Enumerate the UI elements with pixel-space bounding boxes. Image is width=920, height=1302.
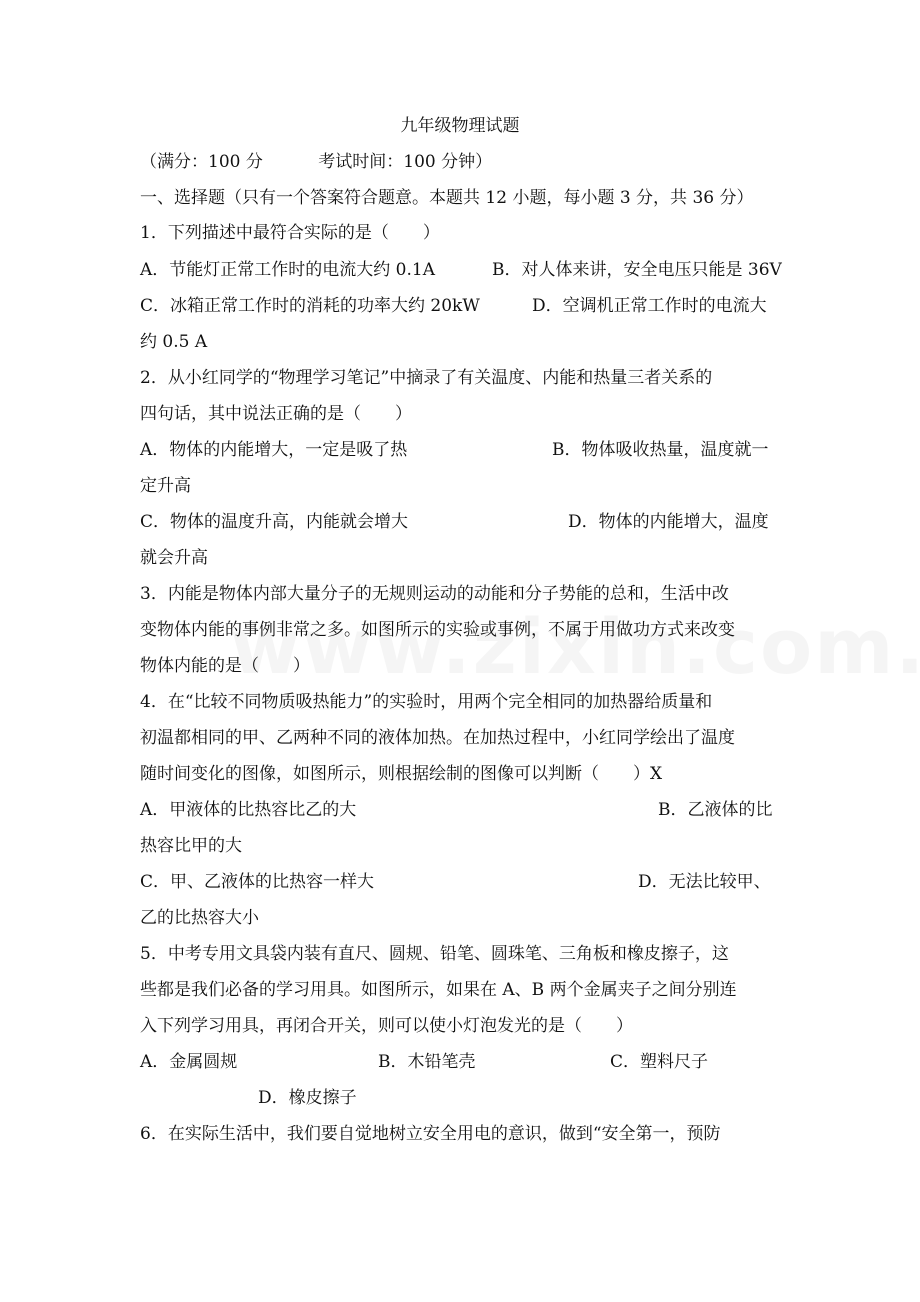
q1-option-c: C．冰箱正常工作时的消耗的功率大约 20kW <box>140 296 480 316</box>
q1-option-d-continued: 约 0.5 A <box>140 332 208 352</box>
watermark <box>230 602 700 691</box>
q2-option-b: B．物体吸收热量，温度就一 <box>552 440 769 460</box>
q1-options-cd <box>140 295 790 317</box>
section-heading: 一、选择题（只有一个答案符合题意。本题共 12 小题，每小题 3 分，共 36 分） <box>140 188 754 208</box>
q5-option-a: A．金属圆规 <box>140 1052 238 1072</box>
q4-option-b: B．乙液体的比 <box>658 800 773 820</box>
q2-option-d-continued: 就会升高 <box>140 548 208 568</box>
q6-stem-line-1: 6．在实际生活中，我们要自觉地树立安全用电的意识，做到“安全第一，预防 <box>140 1124 721 1144</box>
q4-options-cd <box>140 871 790 893</box>
q2-option-b-continued: 定升高 <box>140 476 191 496</box>
q2-option-a: A．物体的内能增大，一定是吸了热 <box>140 440 408 460</box>
q4-option-d: D．无法比较甲、 <box>638 872 771 892</box>
q3-stem-line-3: 物体内能的是（ ） <box>140 656 310 676</box>
q2-option-c: C．物体的温度升高，内能就会增大 <box>140 512 409 532</box>
q5-stem-line-2: 些都是我们必备的学习用具。如图所示，如果在 A、B 两个金属夹子之间分别连 <box>140 980 737 1000</box>
q5-option-d: D．橡皮擦子 <box>258 1088 357 1108</box>
exam-title: 九年级物理试题 <box>400 116 520 136</box>
q1-options-ab <box>140 259 790 281</box>
q2-options-ab <box>140 439 790 461</box>
q3-stem-line-2: 变物体内能的事例非常之多。如图所示的实验或事例，不属于用做功方式来改变 <box>140 620 735 640</box>
q5-stem-line-3: 入下列学习用具，再闭合开关，则可以使小灯泡发光的是（ ） <box>140 1016 633 1036</box>
q2-option-d: D．物体的内能增大，温度 <box>568 512 769 532</box>
exam-meta-line <box>140 151 790 173</box>
q4-stem-line-3: 随时间变化的图像，如图所示，则根据绘制的图像可以判断（ ）X <box>140 764 663 784</box>
q5-option-c: C．塑料尺子 <box>610 1052 709 1072</box>
q4-stem-line-1: 4．在“比较不同物质吸热能力”的实验时，用两个完全相同的加热器给质量和 <box>140 692 713 712</box>
q1-stem: 1．下列描述中最符合实际的是（ ） <box>140 223 440 243</box>
full-score: （满分：100 分 <box>140 152 263 172</box>
q1-option-a: A．节能灯正常工作时的电流大约 0.1A <box>140 260 435 280</box>
q4-options-ab <box>140 799 790 821</box>
q3-stem-line-1: 3．内能是物体内部大量分子的无规则运动的动能和分子势能的总和，生活中改 <box>140 584 729 604</box>
q5-option-b: B．木铅笔壳 <box>378 1052 476 1072</box>
q4-stem-line-2: 初温都相同的甲、乙两种不同的液体加热。在加热过程中，小红同学绘出了温度 <box>140 728 735 748</box>
q4-option-d-continued: 乙的比热容大小 <box>140 908 259 928</box>
q5-options-abc <box>140 1051 790 1073</box>
q1-option-b: B．对人体来讲，安全电压只能是 36V <box>492 260 782 280</box>
q5-stem-line-1: 5．中考专用文具袋内装有直尺、圆规、铅笔、圆珠笔、三角板和橡皮擦子，这 <box>140 944 729 964</box>
q4-option-a: A．甲液体的比热容比乙的大 <box>140 800 357 820</box>
exam-time: 考试时间：100 分钟） <box>318 152 493 172</box>
q4-option-c: C．甲、乙液体的比热容一样大 <box>140 872 375 892</box>
q4-option-b-continued: 热容比甲的大 <box>140 836 242 856</box>
q1-option-d: D．空调机正常工作时的电流大 <box>532 296 767 316</box>
q2-stem-line-1: 2．从小红同学的“物理学习笔记”中摘录了有关温度、内能和热量三者关系的 <box>140 368 713 388</box>
q2-stem-line-2: 四句话，其中说法正确的是（ ） <box>140 404 412 424</box>
q2-options-cd <box>140 511 790 533</box>
